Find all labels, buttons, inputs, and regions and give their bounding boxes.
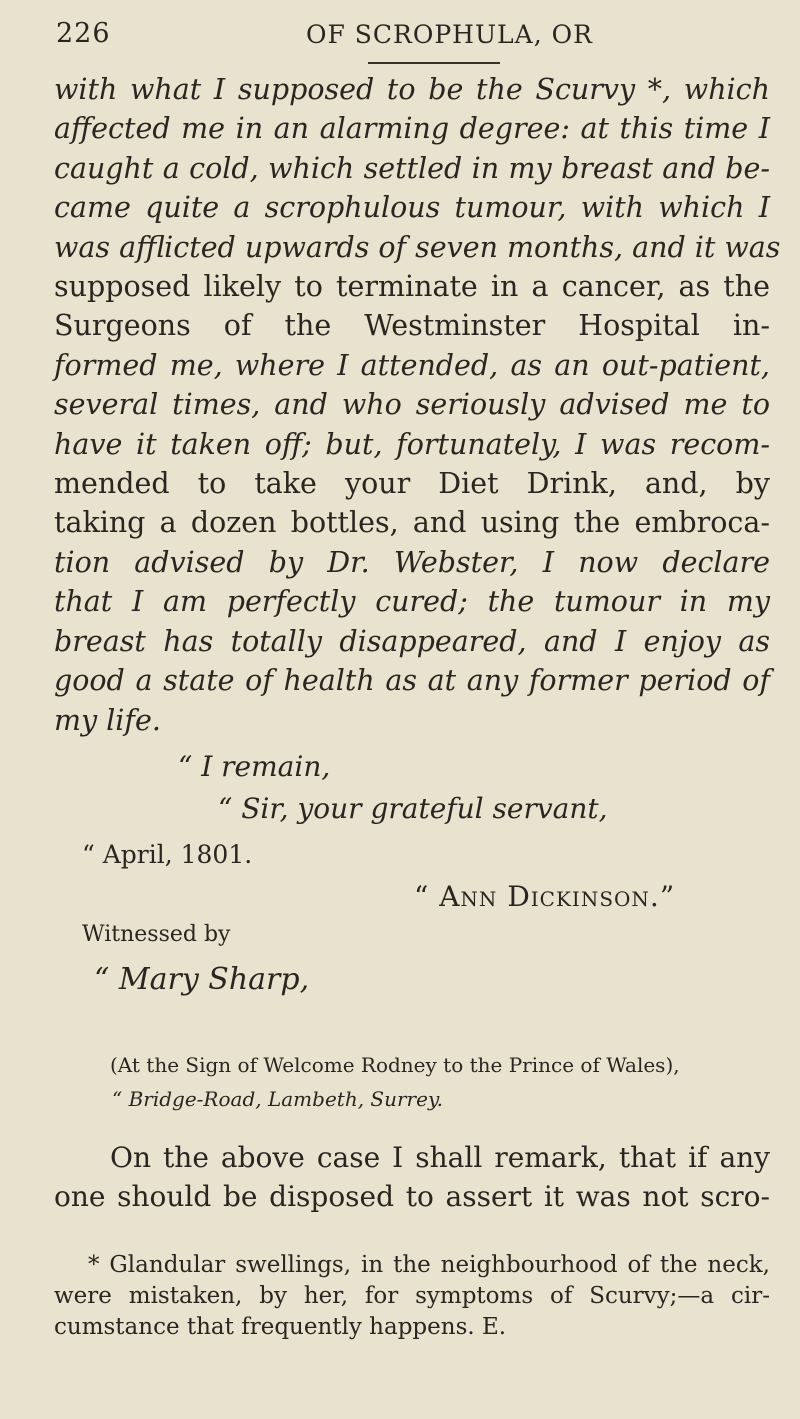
witness-name: “ Mary Sharp, xyxy=(94,962,310,997)
body-line: supposed likely to terminate in a cancer, as the xyxy=(54,270,770,304)
address-line: “ Bridge-Road, Lambeth, Surrey. xyxy=(112,1087,443,1111)
footnote xyxy=(54,1250,770,1343)
body-line: tion advised by Dr. Webster, I now declare xyxy=(54,545,770,579)
witness-label: Witnessed by xyxy=(82,922,231,947)
body-line: good a state of health as at any former period of xyxy=(54,664,770,698)
remark-line: On the above case I shall remark, that if any xyxy=(110,1141,770,1174)
page-header xyxy=(28,18,760,62)
body-line: my life. xyxy=(54,703,161,737)
footnote-line: cumstance that frequently happens. E. xyxy=(54,1314,507,1340)
body-line: was afflicted upwards of seven months, and it was xyxy=(54,230,781,264)
header-rule xyxy=(368,62,500,64)
body-line: with what I supposed to be the Scurvy *, which xyxy=(54,73,770,106)
body-line: affected me in an alarming degree: at this time I xyxy=(54,112,770,146)
closing-servant: “ Sir, your grateful servant, xyxy=(218,792,608,825)
page-number: 226 xyxy=(56,18,111,49)
body-line: came quite a scrophulous tumour, with which I xyxy=(54,191,770,225)
body-line: mended to take your Diet Drink, and, by xyxy=(54,467,770,501)
running-title: OF SCROPHULA, OR xyxy=(306,20,593,49)
footnote-line: * Glandular swellings, in the neighbourhood of the neck, xyxy=(88,1252,770,1278)
body-line: caught a cold, which settled in my breast and be- xyxy=(54,151,770,185)
signature: “ Ann Dickinson.” xyxy=(414,880,676,913)
body-line: Surgeons of the Westminster Hospital in- xyxy=(54,309,770,343)
body-line: formed me, where I attended, as an out-patient, xyxy=(54,348,770,382)
body-line: have it taken off; but, fortunately, I was recom- xyxy=(54,427,770,461)
body-line: that I am perfectly cured; the tumour in my xyxy=(54,585,770,619)
body-line: breast has totally disappeared, and I enjoy as xyxy=(54,624,770,658)
address xyxy=(110,1048,680,1116)
body-line: taking a dozen bottles, and using the embroca- xyxy=(54,506,770,540)
closing-remain: “ I remain, xyxy=(178,750,331,783)
remark-line: one should be disposed to assert it was not scro- xyxy=(54,1180,770,1213)
remark-paragraph xyxy=(54,1138,770,1216)
letter-body xyxy=(54,70,781,740)
address-line: (At the Sign of Welcome Rodney to the Prince of Wales), xyxy=(110,1053,680,1077)
letter-date: “ April, 1801. xyxy=(82,840,253,869)
footnote-line: were mistaken, by her, for symptoms of Scurvy;—a cir- xyxy=(54,1283,770,1309)
body-line: several times, and who seriously advised me to xyxy=(54,388,770,422)
